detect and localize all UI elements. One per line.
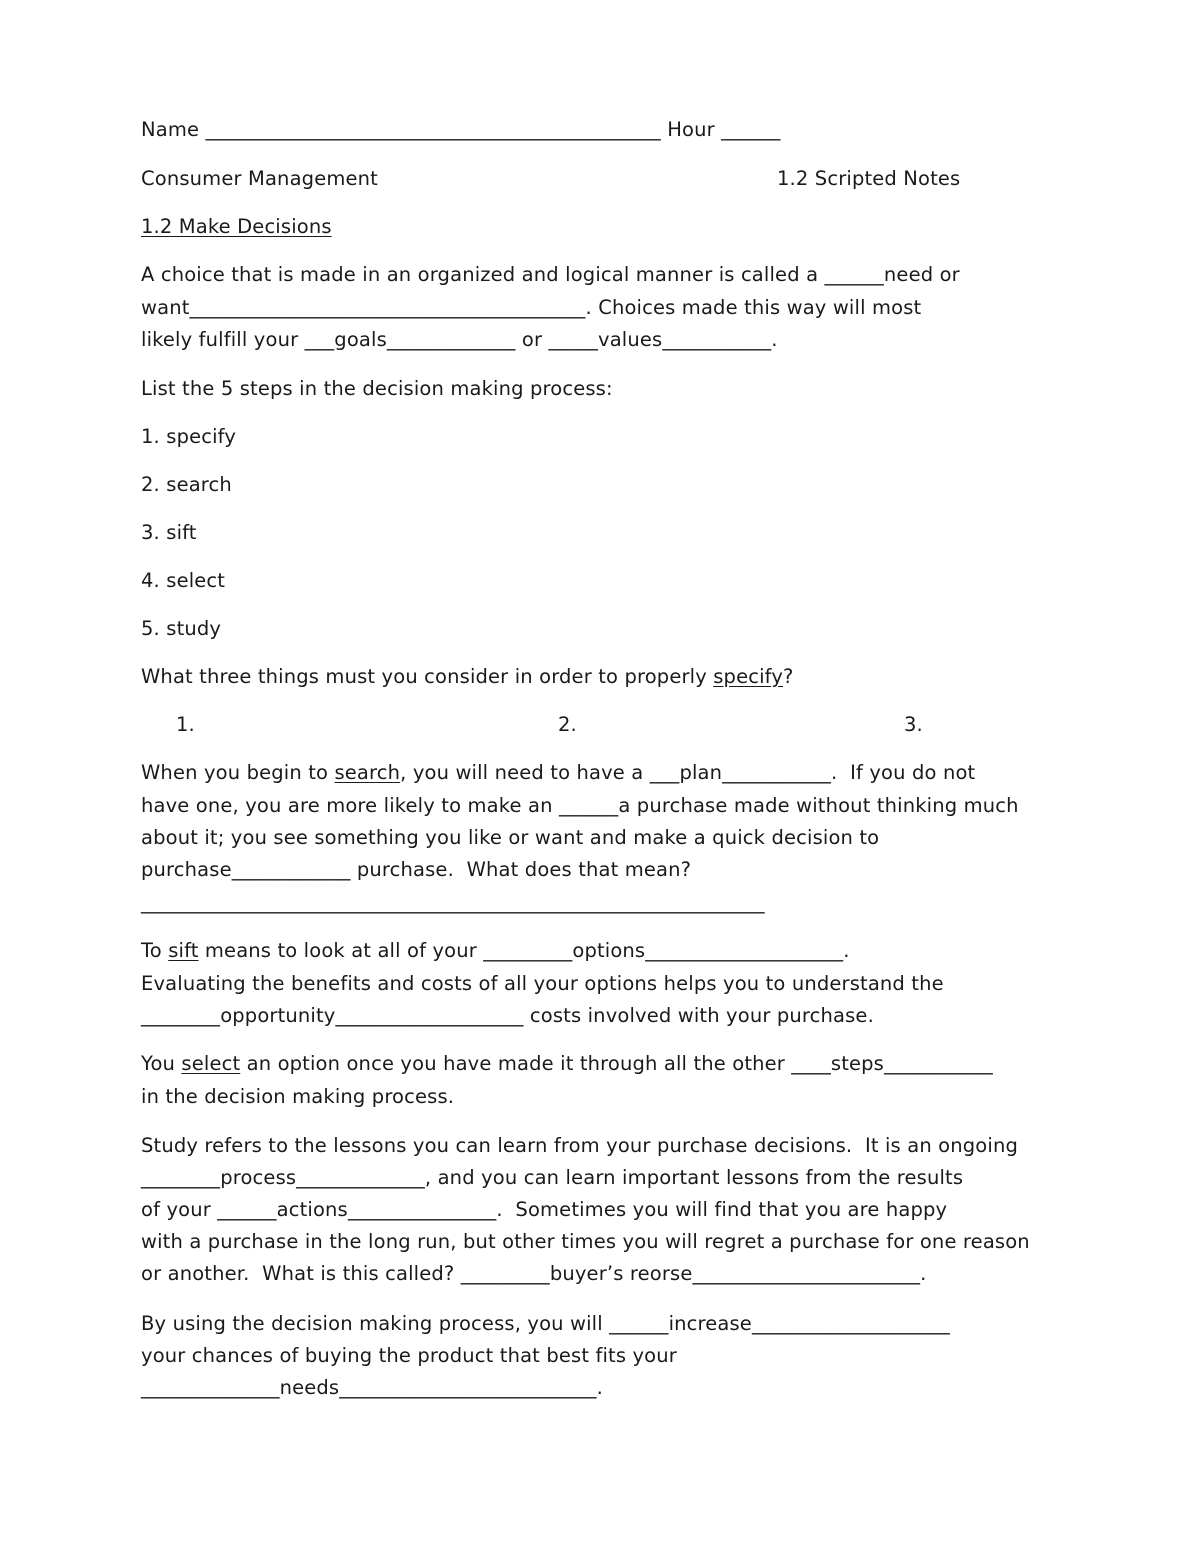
para1-line2: want________________________________________. Choices made this way will most xyxy=(141,296,922,319)
specify-question xyxy=(141,664,794,690)
notes-label: 1.2 Scripted Notes xyxy=(777,167,961,190)
search-line2: have one, you are more likely to make an ______a purchase made without thinking much xyxy=(141,794,1019,817)
specify-answer-number: 1. xyxy=(176,713,195,736)
step-item: 4. select xyxy=(141,569,226,592)
step-item: 5. study xyxy=(141,617,222,640)
search-line4: purchase____________ purchase. What does that mean? xyxy=(141,858,692,881)
specify-q-text: What three things must you consider in order to properly xyxy=(141,665,714,688)
para1-line3: likely fulfill your ___goals_____________ or _____values___________. xyxy=(141,328,778,351)
search-line1-end: , you will need to have a ___plan___________. If you do not xyxy=(400,761,976,784)
final-line1: By using the decision making process, you will ______increase____________________ xyxy=(141,1312,950,1335)
study-line1: Study refers to the lessons you can learn from your purchase decisions. It is an ongoing xyxy=(141,1134,1018,1157)
sift-line1-end: means to look at all of your _________options____________________. xyxy=(198,939,850,962)
study-line2: ________process_____________, and you can learn important lessons from the results xyxy=(141,1166,964,1189)
select-keyword: select xyxy=(181,1052,241,1075)
sift-keyword: sift xyxy=(168,939,199,962)
final-line3: ______________needs__________________________. xyxy=(141,1376,603,1399)
specify-answer-number: 2. xyxy=(558,713,577,736)
sift-line2: Evaluating the benefits and costs of all your options helps you to understand the xyxy=(141,972,944,995)
sift-line3: ________opportunity___________________ costs involved with your purchase. xyxy=(141,1004,874,1027)
specify-keyword: specify xyxy=(713,665,784,688)
select-line1 xyxy=(141,1051,993,1077)
study-line3: of your ______actions_______________. Sometimes you will find that you are happy xyxy=(141,1198,948,1221)
select-line1-end: an option once you have made it through all the other ____steps___________ xyxy=(240,1052,993,1075)
study-line4: with a purchase in the long run, but other times you will regret a purchase for one reason xyxy=(141,1230,1030,1253)
specify-q-end: ? xyxy=(783,665,794,688)
sift-line1-start: To xyxy=(141,939,169,962)
sift-line1 xyxy=(141,938,850,964)
study-line5: or another. What is this called? _________buyer’s reorse_______________________. xyxy=(141,1262,927,1285)
step-item: 2. search xyxy=(141,473,232,496)
course-title: Consumer Management xyxy=(141,167,378,190)
section-title: 1.2 Make Decisions xyxy=(141,215,332,238)
step-item: 1. specify xyxy=(141,425,237,448)
search-line3: about it; you see something you like or want and make a quick decision to xyxy=(141,826,880,849)
specify-answer-number: 3. xyxy=(904,713,923,736)
search-line1 xyxy=(141,760,975,786)
search-line1-start: When you begin to xyxy=(141,761,335,784)
select-line1-start: You xyxy=(141,1052,182,1075)
search-answer-line: _______________________________________________________________ xyxy=(141,891,765,914)
final-line2: your chances of buying the product that best fits your xyxy=(141,1344,677,1367)
name-hour-line: Name ______________________________________________ Hour ______ xyxy=(141,118,781,141)
step-item: 3. sift xyxy=(141,521,197,544)
steps-intro: List the 5 steps in the decision making process: xyxy=(141,377,613,400)
select-line2: in the decision making process. xyxy=(141,1085,455,1108)
search-keyword: search xyxy=(334,761,401,784)
para1-line1: A choice that is made in an organized and logical manner is called a ______need or xyxy=(141,263,960,286)
